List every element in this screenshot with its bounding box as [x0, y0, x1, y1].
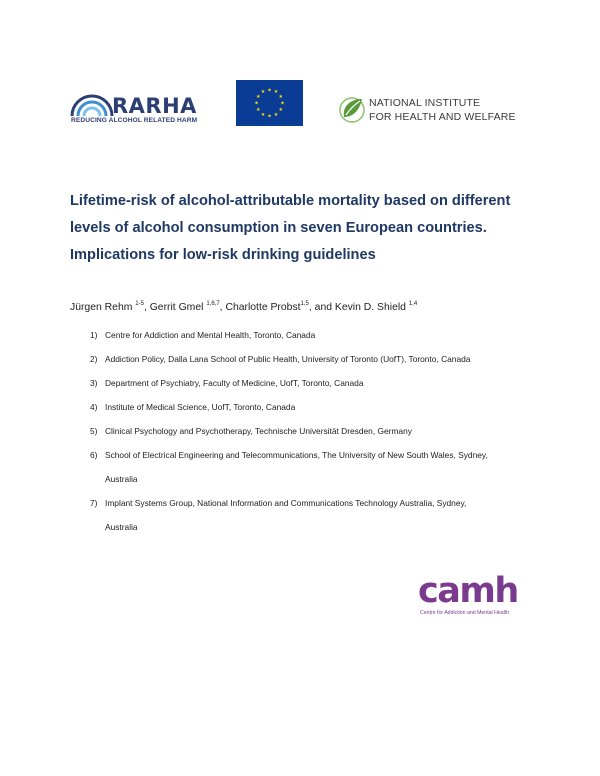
affiliation-text: Institute of Medical Science, UofT, Toronto, Canada [105, 402, 296, 412]
author-affiliation-ref: 1,6,7 [206, 301, 220, 307]
camh-name: camh [418, 571, 518, 611]
svg-text:★: ★ [273, 111, 279, 118]
nihw-logo [338, 93, 538, 127]
author-affiliation-ref: 1,5 [300, 301, 309, 307]
rarha-name: RARHA [112, 94, 197, 118]
author-name: Charlotte Probst [225, 302, 301, 313]
affiliation-item [70, 425, 550, 437]
nihw-leaf-icon [338, 93, 368, 125]
svg-text:★: ★ [267, 87, 272, 94]
svg-text:★: ★ [278, 107, 284, 113]
affiliation-text-continued: Australia [105, 522, 138, 532]
affiliation-number: 5) [90, 426, 98, 436]
rarha-tagline: REDUCING ALCOHOL RELATED HARM [71, 117, 198, 124]
eu-stars-icon [236, 80, 303, 126]
author-separator: , [143, 302, 150, 313]
author-name: Gerrit Gmel [149, 302, 204, 313]
affiliation-text: Department of Psychiatry, Faculty of Medicine, UofT, Toronto, Canada [105, 378, 364, 388]
svg-text:★: ★ [254, 100, 259, 107]
document-title [70, 188, 540, 269]
affiliation-text: Centre for Addiction and Mental Health, Toronto, Canada [105, 330, 316, 340]
affiliation-text-continued: Australia [105, 474, 138, 484]
affiliation-text: Addiction Policy, Dalla Lana School of Public Health, University of Toronto (UofT), Toronto, Canada [105, 354, 471, 364]
camh-tagline: Centre for Addiction and Mental Health [420, 610, 510, 616]
title-line-2: levels of alcohol consumption in seven European countries. [70, 220, 487, 236]
title-line-3: Implications for low-risk drinking guidelines [70, 247, 376, 263]
affiliation-number: 1) [90, 330, 98, 340]
affiliation-item [70, 353, 550, 365]
affiliation-text: Clinical Psychology and Psychotherapy, Technische Universität Dresden, Germany [105, 426, 412, 436]
author-name: Kevin D. Shield [334, 302, 406, 313]
affiliation-item [70, 329, 550, 341]
affiliation-number: 3) [90, 378, 98, 388]
svg-text:★: ★ [278, 94, 284, 100]
svg-text:★: ★ [260, 89, 266, 96]
camh-logo [418, 572, 528, 620]
nihw-name-line2: FOR HEALTH AND WELFARE [369, 111, 516, 123]
affiliation-text: Implant Systems Group, National Information and Communications Technology Australia, Sydney, [105, 498, 467, 508]
affiliation-number: 4) [90, 402, 98, 412]
svg-text:★: ★ [255, 94, 261, 100]
affiliation-item [70, 497, 550, 533]
nihw-name-line1: NATIONAL INSTITUTE [369, 97, 481, 109]
affiliation-item [70, 401, 550, 413]
svg-text:★: ★ [255, 107, 261, 113]
affiliation-number: 6) [90, 450, 98, 460]
author-list [70, 301, 417, 313]
rarha-logo [70, 94, 200, 128]
author-affiliation-ref: 1,4 [408, 301, 418, 307]
affiliation-number: 7) [90, 498, 98, 508]
affiliation-list [70, 329, 550, 545]
author-affiliation-ref: 1-5 [135, 301, 144, 307]
svg-text:★: ★ [267, 113, 272, 120]
affiliation-text: School of Electrical Engineering and Telecommunications, The University of New South Wales, Sydney, [105, 450, 488, 460]
affiliation-number: 2) [90, 354, 98, 364]
svg-text:★: ★ [273, 89, 279, 96]
svg-text:★: ★ [260, 111, 266, 118]
affiliation-item [70, 377, 550, 389]
author-name: Jürgen Rehm [70, 302, 133, 313]
rarha-arcs-icon [70, 94, 114, 118]
svg-text:★: ★ [280, 100, 285, 107]
author-separator: , [219, 302, 226, 313]
eu-flag-logo [236, 80, 303, 126]
author-separator: , and [308, 302, 335, 313]
title-line-1: Lifetime-risk of alcohol-attributable mortality based on different [70, 193, 511, 209]
affiliation-item [70, 449, 550, 485]
